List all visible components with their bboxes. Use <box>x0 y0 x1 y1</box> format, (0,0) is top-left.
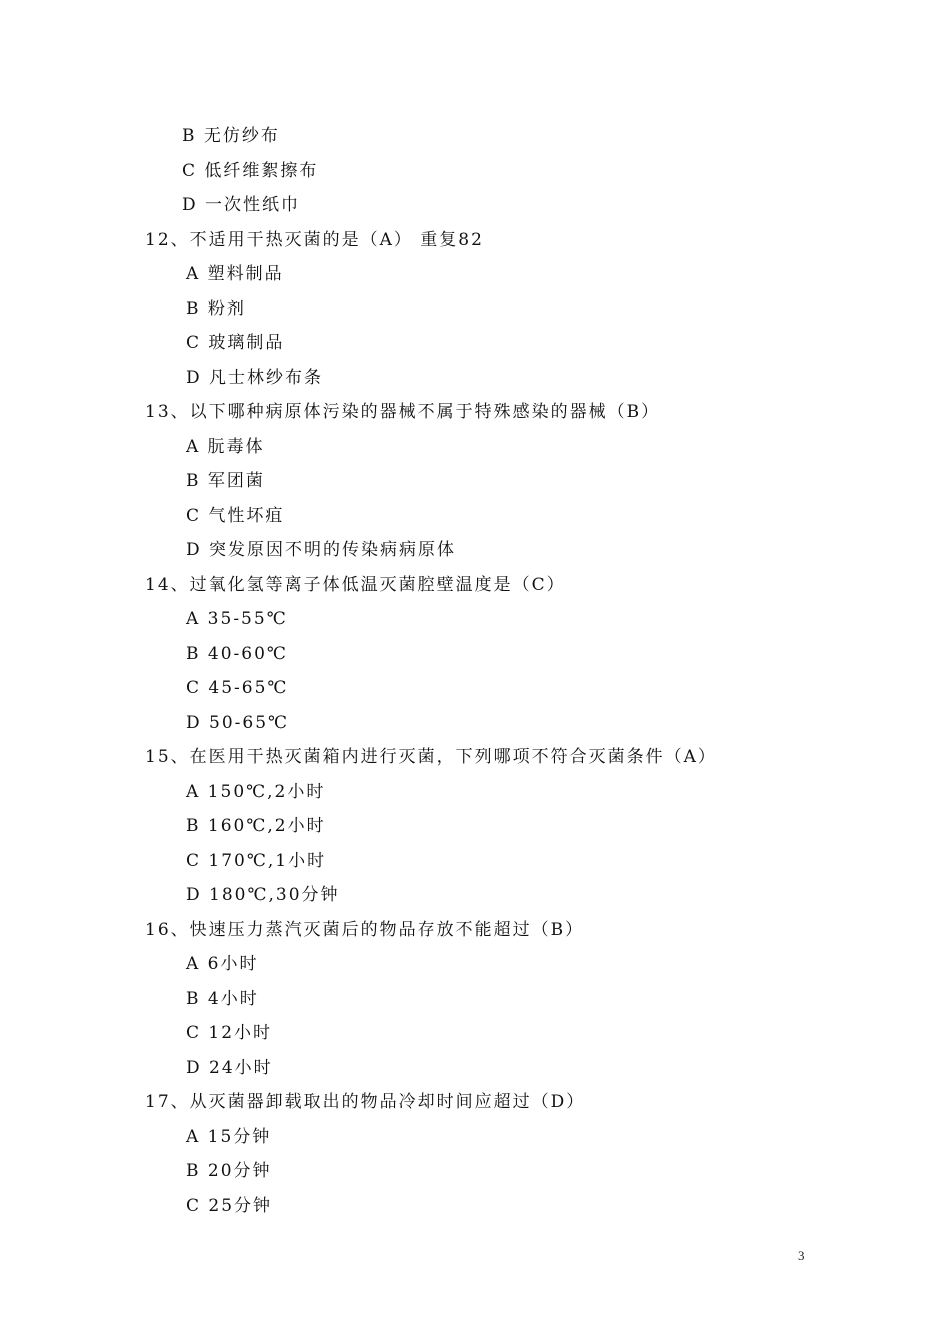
option-line: C 气性坏疽 <box>186 505 285 526</box>
question-list <box>145 119 825 1223</box>
option-line: D 24小时 <box>186 1057 273 1078</box>
question-17: 17、从灭菌器卸载取出的物品冷却时间应超过（D） <box>145 1092 586 1112</box>
option-line: C 低纤维絮擦布 <box>182 160 319 181</box>
option-line: B 无仿纱布 <box>182 126 280 146</box>
option-line: C 45-65℃ <box>186 678 289 698</box>
option-line: C 25分钟 <box>186 1195 273 1216</box>
question-15: 15、在医用干热灭菌箱内进行灭菌，下列哪项不符合灭菌条件（A） <box>145 747 717 767</box>
page-number: 3 <box>798 1248 805 1263</box>
option-line: D 50-65℃ <box>186 712 290 733</box>
option-line: A 6小时 <box>186 954 259 974</box>
option-line: D 一次性纸巾 <box>182 195 301 215</box>
option-line: B 军团菌 <box>186 471 265 491</box>
option-line: A 35-55℃ <box>186 609 288 629</box>
question-13: 13、以下哪种病原体污染的器械不属于特殊感染的器械（B） <box>145 402 661 422</box>
option-line: B 160℃,2小时 <box>186 816 326 836</box>
question-16: 16、快速压力蒸汽灭菌后的物品存放不能超过（B） <box>145 919 585 940</box>
option-line: A 150℃,2小时 <box>186 781 326 802</box>
question-14: 14、过氧化氢等离子体低温灭菌腔壁温度是（C） <box>145 574 566 595</box>
option-line: A 15分钟 <box>186 1126 272 1147</box>
option-line: C 12小时 <box>186 1023 273 1043</box>
option-line: D 凡士林纱布条 <box>186 367 324 388</box>
option-line: D 180℃,30分钟 <box>186 885 340 905</box>
option-line: A 朊毒体 <box>186 436 265 457</box>
option-line: C 170℃,1小时 <box>186 850 327 871</box>
question-12: 12、不适用干热灭菌的是（A） 重复82 <box>145 229 484 250</box>
option-line: C 玻璃制品 <box>186 333 285 353</box>
option-line: B 4小时 <box>186 988 259 1009</box>
option-line: B 40-60℃ <box>186 643 288 664</box>
option-line: D 突发原因不明的传染病病原体 <box>186 540 457 560</box>
option-line: A 塑料制品 <box>186 264 284 284</box>
option-line: B 粉剂 <box>186 298 246 319</box>
option-line: B 20分钟 <box>186 1161 272 1181</box>
